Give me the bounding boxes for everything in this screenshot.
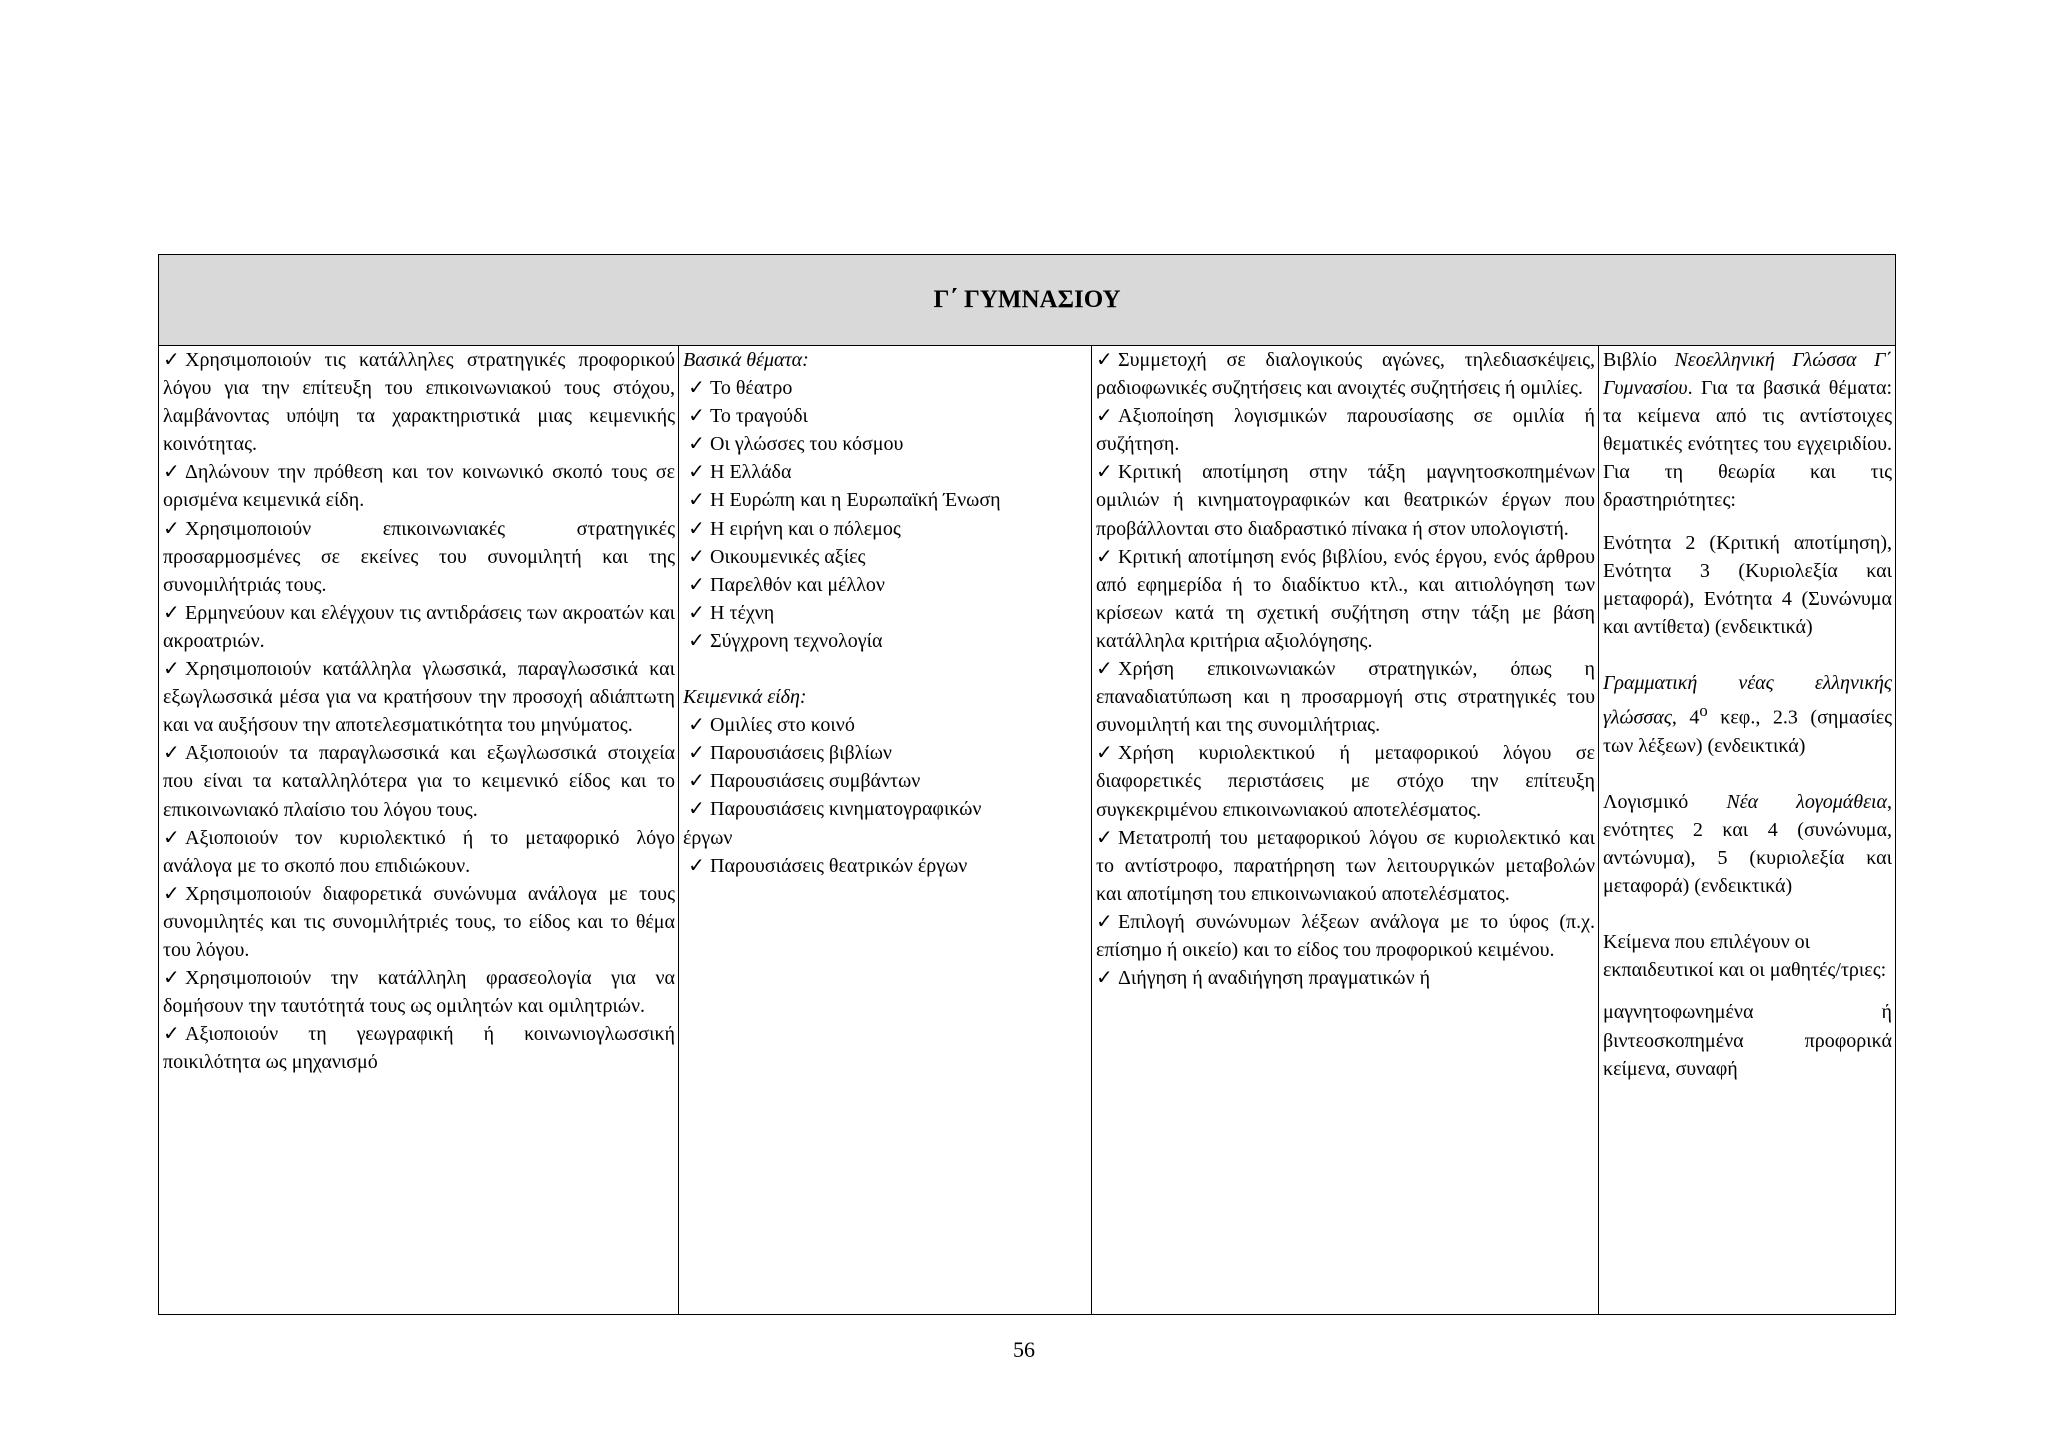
software-title: Νέα λογομάθεια [1726,790,1888,813]
checkmark-icon: ✓ [1096,658,1113,681]
theme-item: ✓ Το θέατρο [683,374,1088,402]
theme-item: ✓ Η ειρήνη και ο πόλεμος [683,515,1088,543]
goal-item: ✓ Χρησιμοποιούν τις κατάλληλες στρατηγικές προφορικού λόγου για την επίτευξη του επικοινωνιακού τους στόχου, λαμβάνοντας υπόψη τα χαρακτηριστικά μιας κειμενικής κοινότητας. [163,346,675,458]
checkmark-icon: ✓ [163,601,180,624]
checkmark-icon: ✓ [1096,461,1113,484]
goal-item: ✓ Χρησιμοποιούν κατάλληλα γλωσσικά, παραγλωσσικά και εξωγλωσσικά μέσα για να κρατήσουν την προσοχή αδιάπτωτη και να αυξήσουν την αποτελεσματικότητα του μηνύματος. [163,655,675,739]
activity-item: ✓ Επιλογή συνώνυμων λέξεων ανάλογα με το ύφος (π.χ. επίσημο ή οικείο) και το είδος του προφορικού κειμένου. [1096,908,1595,964]
checkmark-icon: ✓ [163,742,180,765]
resources-column [1599,346,1896,1315]
checkmark-icon: ✓ [688,545,705,568]
theme-item: ✓ Η Ευρώπη και η Ευρωπαϊκή Ένωση [683,486,1088,514]
checkmark-icon: ✓ [163,461,180,484]
table-title: Γ΄ ΓΥΜΝΑΣΙΟΥ [159,255,1896,346]
checkmark-icon: ✓ [163,882,180,905]
checkmark-icon: ✓ [1096,967,1113,990]
genres-heading: Κειμενικά είδη: [683,686,807,709]
goal-item: ✓ Δηλώνουν την πρόθεση και τον κοινωνικό σκοπό τους σε ορισμένα κειμενικά είδη. [163,458,675,514]
goal-item: ✓ Αξιοποιούν τον κυριολεκτικό ή το μεταφορικό λόγο ανάλογα με το σκοπό που επιδιώκουν. [163,824,675,880]
checkmark-icon: ✓ [688,405,705,428]
textbook-title: Νεοελληνική Γλώσσα Γ΄ Γυμνασίου [1603,349,1893,400]
theme-item: ✓ Η τέχνη [683,599,1088,627]
activity-item: ✓ Κριτική αποτίμηση ενός βιβλίου, ενός έργου, ενός άρθρου από εφημερίδα ή το διαδίκτυο κτλ., και αιτιολόγηση των κρίσεων κατά τη σχετική συζήτηση στην τάξη με βάση κατάλληλα κριτήρια αξιολόγησης. [1096,543,1595,655]
goal-item: ✓ Χρησιμοποιούν επικοινωνιακές στρατηγικές προσαρμοσμένες σε εκείνες του συνομιλητή και της συνομιλήτριάς τους. [163,515,675,599]
theme-item: ✓ Οι γλώσσες του κόσμου [683,430,1088,458]
checkmark-icon: ✓ [688,629,705,652]
activities-column [1092,346,1599,1315]
theme-item: ✓ Η Ελλάδα [683,458,1088,486]
goals-column [159,346,679,1315]
topics-column [679,346,1092,1315]
goal-item: ✓ Αξιοποιούν τη γεωγραφική ή κοινωνιογλωσσική ποικιλότητα ως μηχανισμό [163,1020,675,1076]
checkmark-icon: ✓ [163,658,180,681]
checkmark-icon: ✓ [1096,742,1113,765]
activity-item: ✓ Χρήση επικοινωνιακών στρατηγικών, όπως η επαναδιατύπωση και η προσαρμογή στις στρατηγικές του συνομιλητή και της συνομιλήτριας. [1096,655,1595,739]
checkmark-icon: ✓ [688,517,705,540]
checkmark-icon: ✓ [688,433,705,456]
checkmark-icon: ✓ [163,967,180,990]
genre-item: ✓ Παρουσιάσεις συμβάντων [683,767,1088,795]
checkmark-icon: ✓ [688,770,705,793]
checkmark-icon: ✓ [688,377,705,400]
checkmark-icon: ✓ [688,489,705,512]
checkmark-icon: ✓ [688,714,705,737]
checkmark-icon: ✓ [163,349,180,371]
checkmark-icon: ✓ [1096,910,1113,933]
checkmark-icon: ✓ [688,461,705,484]
activity-item: ✓ Μετατροπή του μεταφορικού λόγου σε κυριολεκτικό και το αντίστροφο, παρατήρηση των λειτουργικών μεταβολών και αποτίμηση του επικοινωνιακού αποτελέσματος. [1096,824,1595,908]
activity-item: ✓ Χρήση κυριολεκτικού ή μεταφορικού λόγου σε διαφορετικές περιστάσεις με στόχο την επίτευξη συγκεκριμένου επικοινωνιακού αποτελέσματος. [1096,739,1595,823]
genre-item: ✓ Ομιλίες στο κοινό [683,711,1088,739]
grammar-title: Γραμματική νέας ελληνικής γλώσσας [1603,671,1893,729]
curriculum-table [158,254,1896,1315]
theme-item: ✓ Παρελθόν και μέλλον [683,571,1088,599]
checkmark-icon: ✓ [163,826,180,849]
goal-item: ✓ Ερμηνεύουν και ελέγχουν τις αντιδράσεις των ακροατών και ακροατριών. [163,599,675,655]
checkmark-icon: ✓ [163,517,180,540]
theme-item: ✓ Σύγχρονη τεχνολογία [683,627,1088,655]
checkmark-icon: ✓ [688,601,705,624]
checkmark-icon: ✓ [688,798,705,821]
activity-item: ✓ Κριτική αποτίμηση στην τάξη μαγνητοσκοπημένων ομιλιών ή κινηματογραφικών και θεατρικών έργων που προβάλλονται στο διαδραστικό πίνακα ή στον υπολογιστή. [1096,458,1595,542]
texts-tail: μαγνητοφωνημένα ή βιντεοσκοπημένα προφορικά κείμενα, συναφή [1603,1001,1893,1080]
checkmark-icon: ✓ [688,742,705,765]
textbook-reference: Βιβλίο Νεοελληνική Γλώσσα Γ΄ Γυμνασίου. Για τα βασικά θέματα: τα κείμενα από τις αντίστοιχες θεματικές ενότητες του εγχειριδίου. Για τη θεωρία και τις δραστηριότητες: [1603,349,1893,512]
checkmark-icon: ✓ [1096,349,1113,371]
table-content-row [159,346,1896,1315]
theme-item: ✓ Οικουμενικές αξίες [683,543,1088,571]
checkmark-icon: ✓ [688,573,705,596]
checkmark-icon: ✓ [163,1023,180,1046]
checkmark-icon: ✓ [1096,826,1113,849]
genre-item: ✓ Παρουσιάσεις κινηματογραφικών [683,795,1088,823]
table-title-row [159,255,1896,346]
theme-item: ✓ Το τραγούδι [683,402,1088,430]
grammar-reference: Γραμματική νέας ελληνικής γλώσσας, $4^o$ κεφ., 2.3 (σημασίες των λέξεων) (ενδεικτικά) [1603,671,1893,757]
texts-intro: Κείμενα που επιλέγουν οι εκπαιδευτικοί και οι μαθητές/τριες: [1603,931,1887,982]
themes-heading: Βασικά θέματα: [683,349,809,371]
genre-item: ✓ Παρουσιάσεις θεατρικών έργων [683,852,1088,880]
checkmark-icon: ✓ [1096,545,1113,568]
goal-item: ✓ Αξιοποιούν τα παραγλωσσικά και εξωγλωσσικά στοιχεία που είναι τα καταλληλότερα για το κειμενικό είδος και το επικοινωνιακό πλαίσιο του λόγου τους. [163,739,675,823]
checkmark-icon: ✓ [1096,405,1113,428]
activity-item: ✓ Αξιοποίηση λογισμικών παρουσίασης σε ομιλία ή συζήτηση. [1096,402,1595,458]
activity-item: ✓ Συμμετοχή σε διαλογικούς αγώνες, τηλεδιασκέψεις, ραδιοφωνικές συζητήσεις και ανοιχτές συζητήσεις ή ομιλίες. [1096,346,1595,402]
software-reference: Λογισμικό Νέα λογομάθεια, ενότητες 2 και 4 (συνώνυμα, αντώνυμα), 5 (κυριολεξία και μεταφορά) (ενδεικτικά) [1603,790,1893,898]
goal-item: ✓ Χρησιμοποιούν την κατάλληλη φρασεολογία για να δομήσουν την ταυτότητά τους ως ομιλητών και ομιλητριών. [163,964,675,1020]
goal-item: ✓ Χρησιμοποιούν διαφορετικά συνώνυμα ανάλογα με τους συνομιλητές και τις συνομιλήτριές τους, το είδος και το θέμα του λόγου. [163,880,675,964]
genre-item-wrap: έργων [683,826,733,849]
activity-item: ✓ Διήγηση ή αναδιήγηση πραγματικών ή [1096,964,1595,992]
checkmark-icon: ✓ [688,854,705,877]
units-reference: Ενότητα 2 (Κριτική αποτίμηση), Ενότητα 3 (Κυριολεξία και μεταφορά), Ενότητα 4 (Συνώνυμα και αντίθετα) (ενδεικτικά) [1603,531,1893,638]
page-number: 56 [1013,1337,1035,1362]
genre-item: ✓ Παρουσιάσεις βιβλίων [683,739,1088,767]
